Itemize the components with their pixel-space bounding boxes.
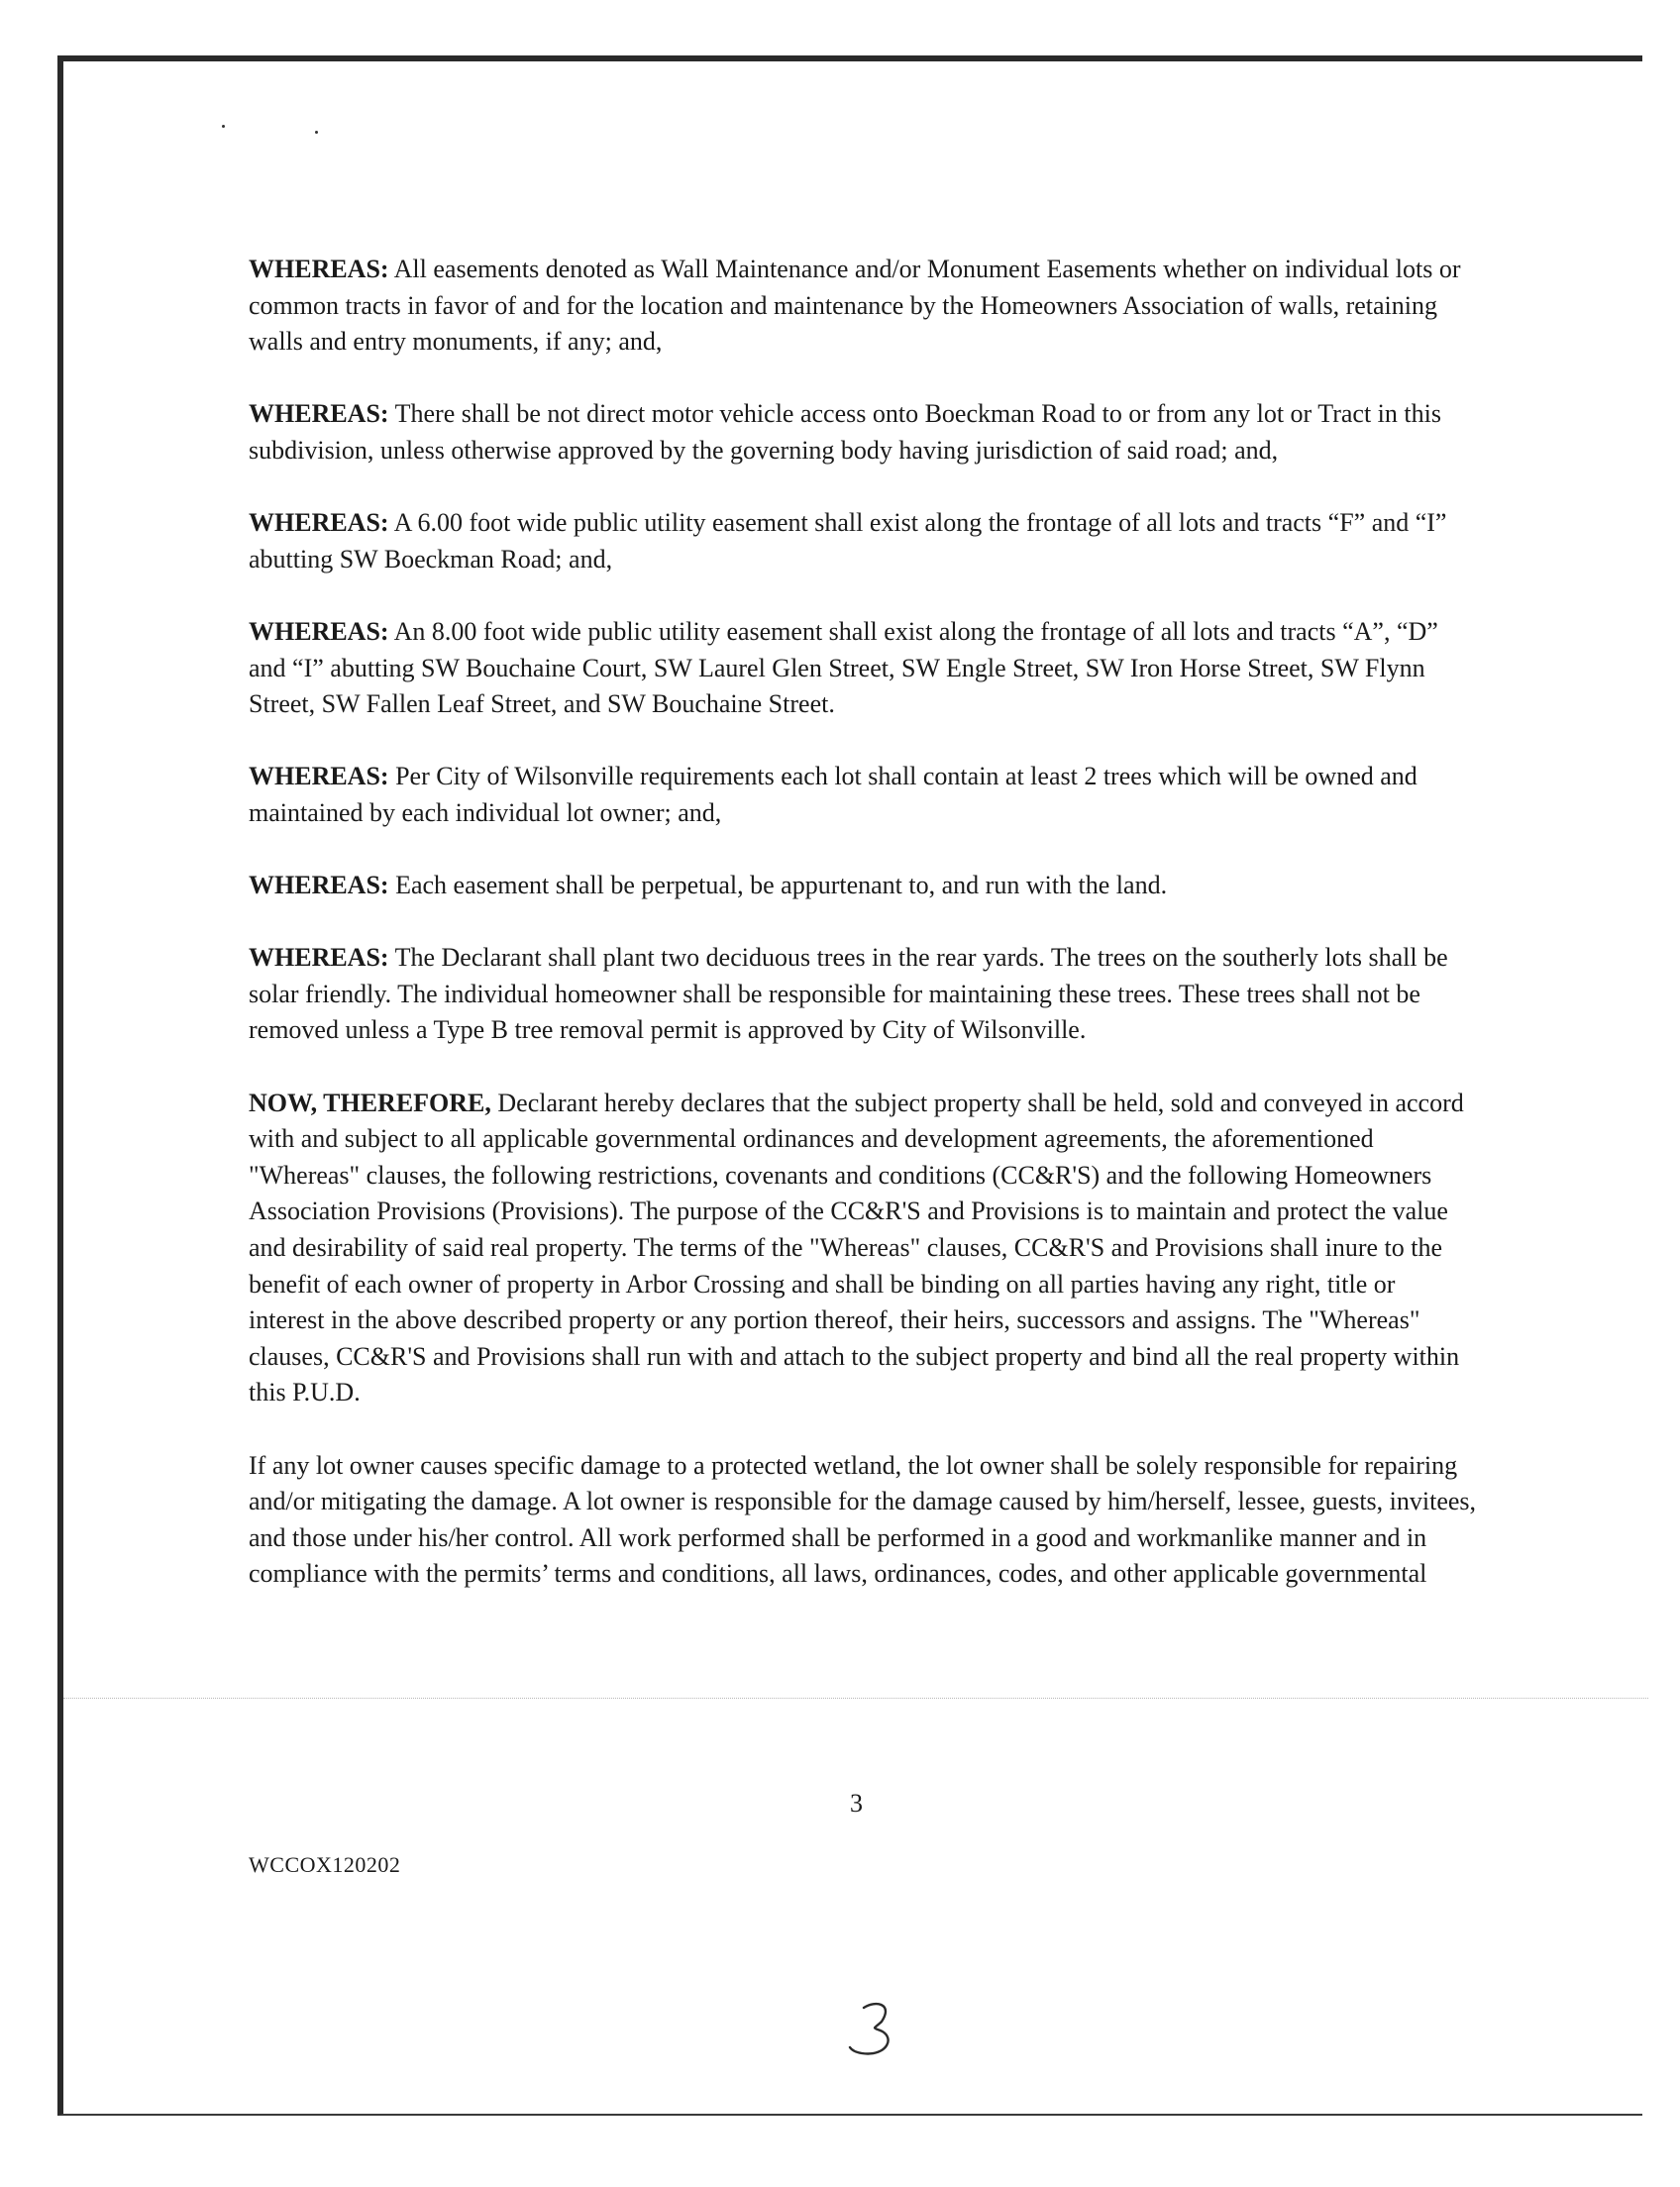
paragraph-text: A 6.00 foot wide public utility easement shall exist along the frontage of all lots and tracts “F” and “I” abutting SW Boeckman Road; and, [249,508,1447,573]
handwritten-three-icon [842,1996,911,2065]
handwritten-page-mark [842,1996,911,2070]
whereas-paragraph-5 [249,759,1477,831]
page-number: 3 [850,1789,863,1818]
paragraph-text: The Declarant shall plant two deciduous trees in the rear yards. The trees on the southerly lots shall be solar friendly. The individual homeowner shall be responsible for maintaining these trees. These trees shall not be removed unless a Type B tree removal permit is approved by City of Wilsonville. [249,943,1448,1045]
paragraph-text: Per City of Wilsonville requirements each lot shall contain at least 2 trees which will be owned and maintained by each individual lot owner; and, [249,762,1418,827]
paragraph-lead: WHEREAS: [249,943,389,973]
whereas-paragraph-7 [249,940,1477,1049]
paragraph-lead: WHEREAS: [249,616,389,646]
paragraph-lead: NOW, THEREFORE, [249,1088,491,1117]
document-body [249,252,1477,1629]
wetland-damage-paragraph: If any lot owner causes specific damage to a protected wetland, the lot owner shall be solely responsible for repairing and/or mitigating the damage. A lot owner is responsible for the damage caused by him/herself, lessee, guests, invitees, and those under his/her control. All work performed shall be performed in a good and workmanlike manner and in compliance with the permits’ terms and conditions, all laws, ordinances, codes, and other applicable governmental [249,1450,1477,1589]
paragraph-lead: WHEREAS: [249,871,389,900]
paragraph-lead: WHEREAS: [249,508,389,538]
whereas-paragraph-1 [249,252,1477,361]
scan-speck [315,131,318,134]
scan-artifact-line [63,1698,1648,1699]
paragraph-text: Each easement shall be perpetual, be appurtenant to, and run with the land. [388,871,1168,900]
paragraph-lead: WHEREAS: [249,255,389,283]
whereas-paragraph-2 [249,396,1477,469]
paragraph-text: Declarant hereby declares that the subject property shall be held, sold and conveyed in accord with and subject to all applicable governmental ordinances and development agreements, the aforementioned "Whereas" clauses, the following restrictions, covenants and conditions (CC&R'S) and the following Homeowners Association Provisions (Provisions). The purpose of the CC&R'S and Provisions is to maintain and protect the value and desirability of said real property. The terms of the "Whereas" clauses, CC&R'S and Provisions shall inure to the benefit of each owner of property in Arbor Crossing and shall be binding on all parties having any right, title or interest in the above described property or any portion thereof, their heirs, successors and assigns. The "Whereas" clauses, CC&R'S and Provisions shall run with and attach to the subject property and bind all the real property within this P.U.D. [249,1088,1464,1407]
whereas-paragraph-3 [249,505,1477,577]
document-code: WCCOX120202 [249,1852,401,1877]
paragraph-lead: WHEREAS: [249,399,389,429]
whereas-paragraph-4 [249,614,1477,723]
paragraph-text: All easements denoted as Wall Maintenance and/or Monument Easements whether on individual lots or common tracts in favor of and for the location and maintenance by the Homeowners Association of walls, retaining walls and entry monuments, if any; and, [249,255,1461,357]
paragraph-text: There shall be not direct motor vehicle access onto Boeckman Road to or from any lot or Tract in this subdivision, unless otherwise approved by the governing body having jurisdiction of said road; and, [249,399,1441,465]
now-therefore-paragraph [249,1086,1477,1411]
whereas-paragraph-6 [249,868,1477,904]
paragraph-lead: WHEREAS: [249,762,389,791]
paragraph-text: An 8.00 foot wide public utility easement shall exist along the frontage of all lots and tracts “A”, “D” and “I” abutting SW Bouchaine Court, SW Laurel Glen Street, SW Engle Street, SW Iron Horse Street, SW Flynn Street, SW Fallen Leaf Street, and SW Bouchaine Street. [249,616,1438,719]
scan-speck [222,125,225,128]
